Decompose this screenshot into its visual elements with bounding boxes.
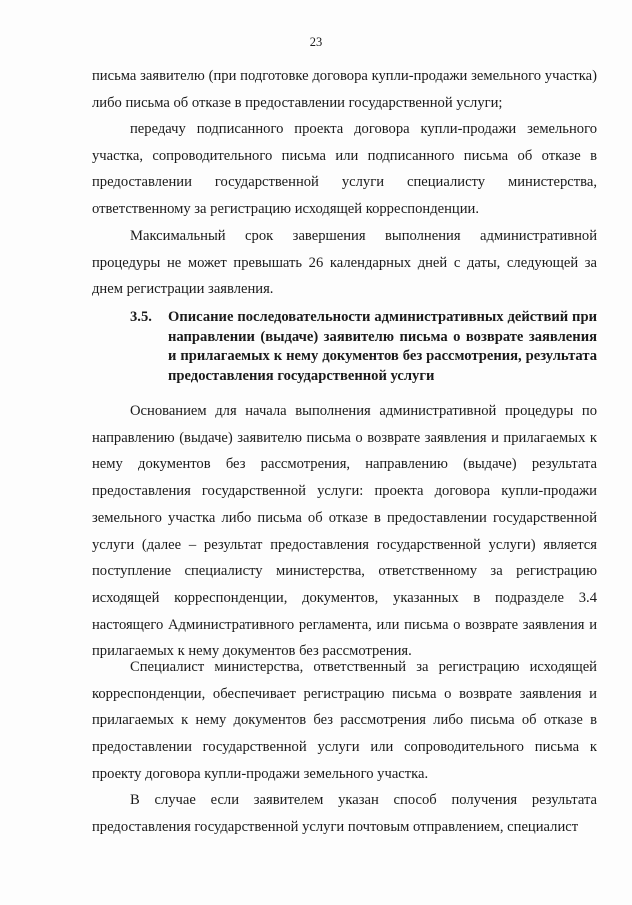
section-title: Описание последовательности административных действий при направлении (выдаче) заявителю письма о возврате заявления и прилагаемых к нему документов без рассмотрения, результата предоставления государственной услуги	[168, 309, 597, 384]
paragraph-text: Максимальный срок завершения выполнения административной процедуры не может превышать 26 календарных дней с даты, следующей за днем регистрации заявления.	[92, 228, 597, 298]
paragraph-registration	[92, 654, 597, 788]
paragraph-text: Специалист министерства, ответственный за регистрацию исходящей корреспонденции, обеспечивает регистрацию письма о возврате заявления и прилагаемых к нему документов без рассмотрения либо письма об отказе в предоставлении государственной услуги или сопроводительного письма к проекту договора купли-продажи земельного участка.	[92, 659, 597, 782]
section-heading	[130, 308, 597, 386]
paragraph-postal-delivery	[92, 787, 597, 840]
paragraph-text: передачу подписанного проекта договора купли-продажи земельного участка, сопроводительного письма или подписанного письма об отказе в предоставлении государственной услуги специалисту министерства, ответственному за регистрацию исходящей корреспонденции.	[92, 121, 597, 218]
paragraph-basis	[92, 398, 597, 665]
paragraph-text: Основанием для начала выполнения административной процедуры по направлению (выдаче) заявителю письма о возврате заявления и прилагаемых к нему документов без рассмотрения, направлению (выдаче) результата предоставления государственной услуги: проекта договора купли-продажи земельного участка либо письма об отказе в предоставлении государственной услуги (далее – результат предоставления государственной услуги) является поступление специалисту министерства, ответственному за регистрацию исходящей корреспонденции, документов, указанных в подразделе 3.4 настоящего Административного регламента, или письма о возврате заявления и прилагаемых к нему документов без рассмотрения.	[92, 403, 597, 660]
section-number: 3.5.	[130, 309, 152, 325]
paragraph-text: В случае если заявителем указан способ получения результата предоставления государственной услуги почтовым отправлением, специалист	[92, 792, 597, 835]
paragraph-transfer-signed-project	[92, 116, 597, 223]
page-number: 23	[309, 35, 323, 49]
paragraph-max-term	[92, 223, 597, 303]
paragraph-letters-continuation	[92, 63, 597, 116]
paragraph-text: письма заявителю (при подготовке договора купли-продажи земельного участка) либо письма об отказе в предоставлении государственной услуги;	[92, 68, 597, 111]
